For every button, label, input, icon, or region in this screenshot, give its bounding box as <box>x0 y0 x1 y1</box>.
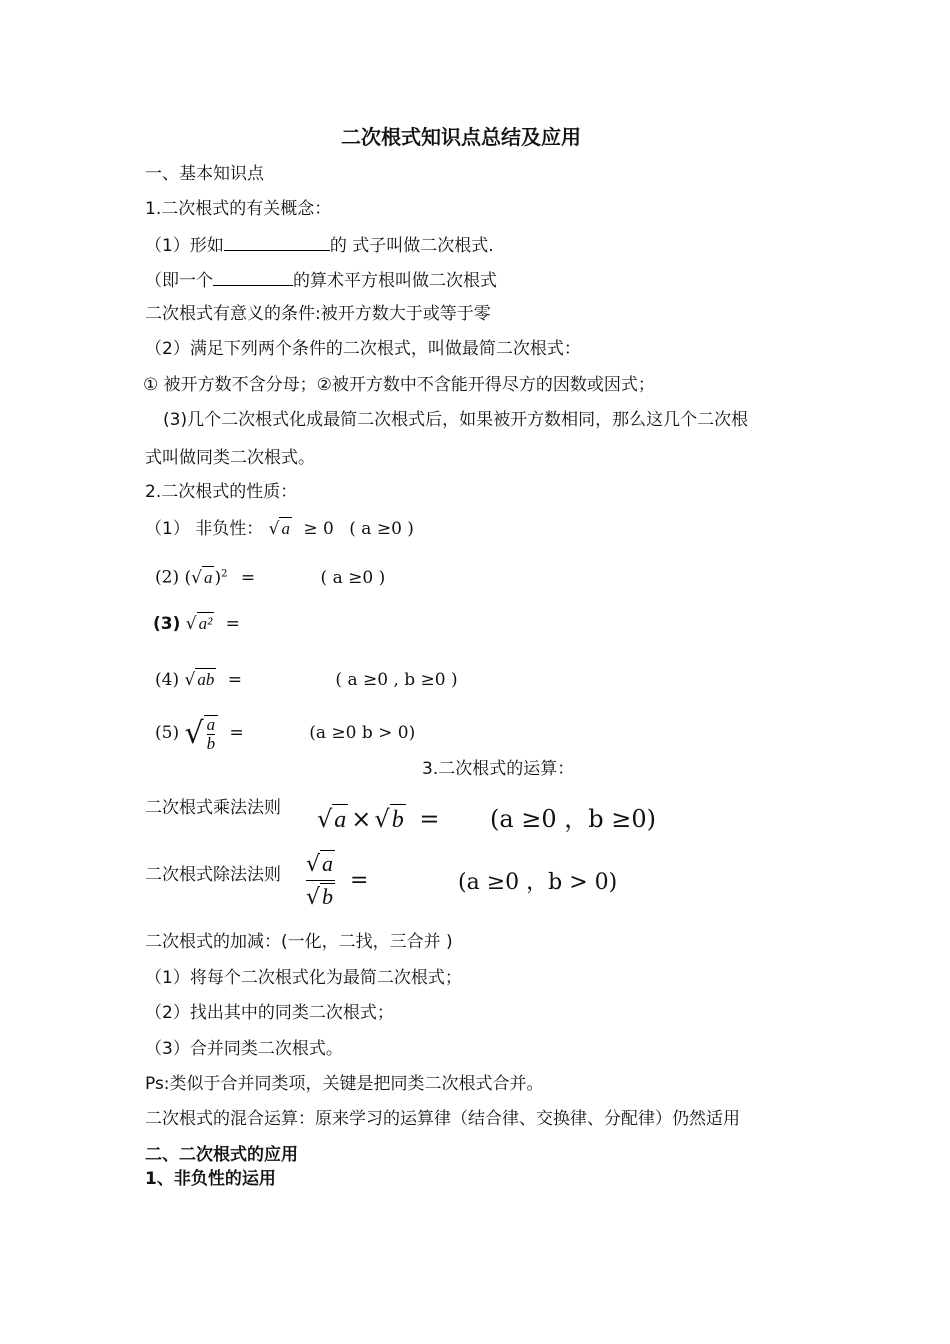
equals-sign: = <box>229 723 244 743</box>
definition-line-2 <box>145 268 497 292</box>
property-4-label: (4) <box>155 670 180 690</box>
concept-subheading: 1.二次根式的有关概念： <box>145 199 332 219</box>
definition-1-suffix: 的 式子叫做二次根式. <box>329 236 494 256</box>
property-3 <box>153 612 240 635</box>
addition-subtraction-title: 二次根式的加减：(一化，二找，三合并 ) <box>145 932 453 952</box>
properties-subheading: 2.二次根式的性质： <box>145 482 298 502</box>
property-1 <box>145 517 414 540</box>
property-4 <box>155 668 458 691</box>
operations-subheading: 3.二次根式的运算： <box>422 759 575 779</box>
similar-radical-definition-2: 式叫做同类二次根式。 <box>145 448 315 468</box>
property-2-label: (2) <box>155 567 180 588</box>
equals-sign: = <box>225 614 240 634</box>
blank-line <box>213 268 293 286</box>
equals-sign: = <box>227 670 242 690</box>
blank-line <box>224 233 330 251</box>
definition-1-prefix: （1）形如 <box>145 236 224 256</box>
property-5 <box>155 706 415 760</box>
property-5-label: (5) <box>155 723 180 743</box>
section2-heading: 二、二次根式的应用 <box>145 1145 298 1165</box>
property-5-condition: (a ≥0 b > 0) <box>309 723 416 743</box>
addition-step-2: （2）找出其中的同类二次根式； <box>145 1003 394 1023</box>
mixed-operations: 二次根式的混合运算：原来学习的运算律（结合律、交换律、分配律）仍然适用 <box>145 1109 740 1129</box>
sqrt-a-squared-formula: √ a² <box>185 614 213 634</box>
definition-2-prefix: （即一个 <box>145 271 213 291</box>
division-rule-label: 二次根式除法法则 <box>145 865 281 885</box>
addition-step-1: （1）将每个二次根式化为最简二次根式； <box>145 968 462 988</box>
sqrt-fraction-formula: √ $\frac{a}{b}$ <box>185 715 219 753</box>
ps-note: Ps:类似于合并同类项，关键是把同类二次根式合并。 <box>145 1074 544 1094</box>
property-1-label: （1） 非负性： <box>145 519 264 539</box>
multiplication-rule-label: 二次根式乘法法则 <box>145 798 281 818</box>
multiplication-formula: √a × √b = <box>317 805 440 833</box>
squared-sqrt-formula: (√ a )$^2$ <box>184 567 228 588</box>
definition-2-suffix: 的算术平方根叫做二次根式 <box>293 271 497 291</box>
division-formula: $\frac{√a}{√b}$ = <box>306 851 369 910</box>
property-3-label: (3) <box>153 614 181 634</box>
meaningful-condition: 二次根式有意义的条件:被开方数大于或等于零 <box>145 304 491 324</box>
section1-heading: 一、基本知识点 <box>145 164 264 184</box>
similar-radical-definition-1: (3)几个二次根式化成最简二次根式后，如果被开方数相同，那么这几个二次根 <box>163 410 749 430</box>
property-2 <box>155 563 385 589</box>
property-4-condition: ( a ≥0 , b ≥0 ) <box>335 670 458 690</box>
property-1-condition: ( a ≥0 ) <box>349 519 414 539</box>
sqrt-a-formula: √ a <box>268 519 290 539</box>
addition-step-3: （3）合并同类二次根式。 <box>145 1039 343 1059</box>
nonnegative-relation: ≥ 0 <box>303 519 334 539</box>
multiplication-condition: (a ≥0 ，b ≥0) <box>490 805 657 833</box>
simplest-radical-conditions: ① 被开方数不含分母；②被开方数中不含能开得尽方的因数或因式； <box>143 375 655 395</box>
property-2-condition: ( a ≥0 ) <box>320 567 386 588</box>
section2-subheading: 1、非负性的运用 <box>145 1169 276 1189</box>
page-title: 二次根式知识点总结及应用 <box>341 125 581 149</box>
sqrt-ab-formula: √ ab <box>184 670 215 690</box>
division-condition: (a ≥0 ，b > 0) <box>458 870 618 895</box>
simplest-radical-intro: （2）满足下列两个条件的二次根式，叫做最简二次根式： <box>145 339 581 359</box>
definition-line-1 <box>145 233 494 257</box>
equals-sign: = <box>240 567 256 588</box>
